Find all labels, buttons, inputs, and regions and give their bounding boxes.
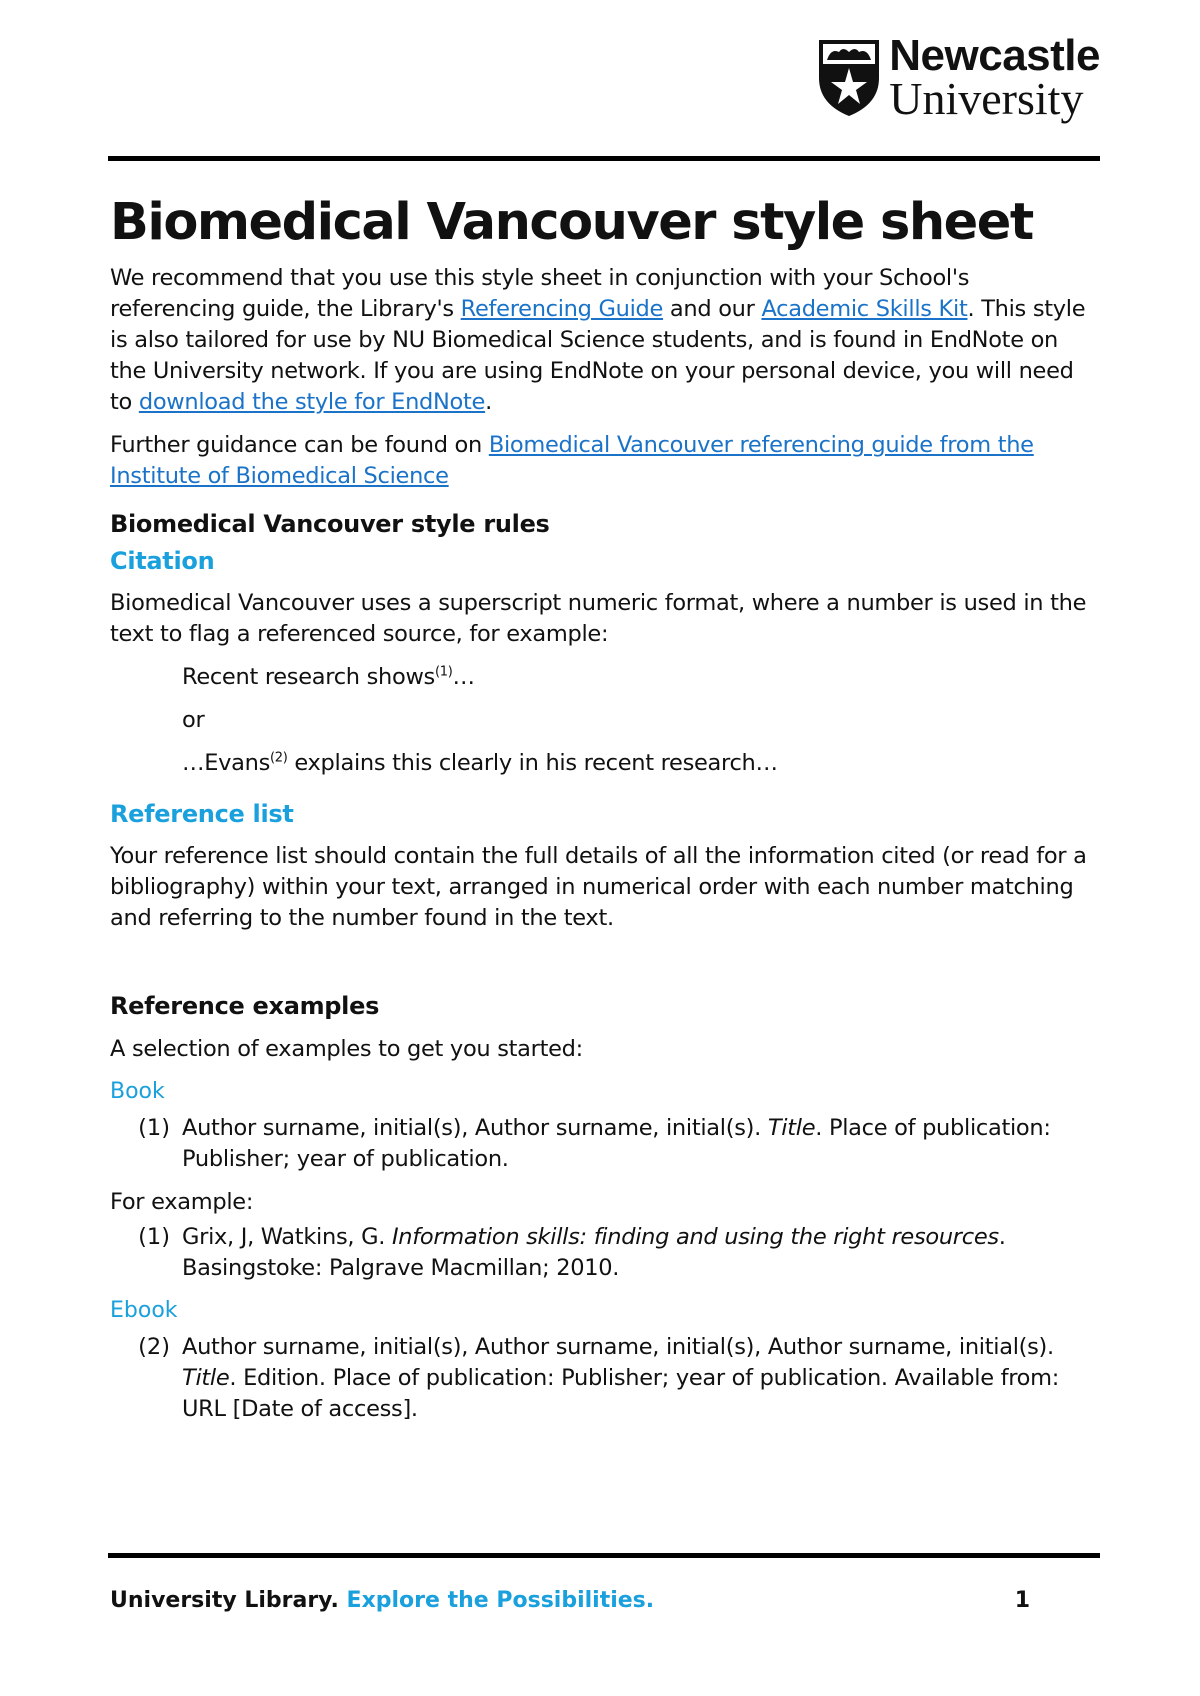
citation-example-1-text: Recent research shows: [182, 664, 435, 691]
ebook-template-item: [110, 1332, 1100, 1425]
reference-list-heading: Reference list: [110, 800, 294, 829]
citation-example-1: [182, 662, 1100, 693]
ebook-template-title: Title: [182, 1365, 230, 1392]
ebook-template-text: [182, 1332, 1100, 1425]
book-example-text: [182, 1222, 1100, 1284]
citation-example-2-tail: explains this clearly in his recent research…: [287, 750, 778, 777]
book-template-pre: Author surname, initial(s), Author surname, initial(s).: [182, 1115, 768, 1142]
page-title: Biomedical Vancouver style sheet: [110, 193, 1033, 252]
download-style-link[interactable]: download the style for EndNote: [138, 389, 486, 416]
further-guidance-paragraph: [110, 430, 1100, 492]
book-template-number: (1): [138, 1115, 170, 1142]
section-spacer: [110, 934, 1100, 974]
book-template-text: [182, 1113, 1100, 1175]
intro-text-1: We recommend that you use this style sheet in conjunction with your School's referencing guide, the Library's: [110, 265, 970, 323]
ebook-heading: Ebook: [110, 1298, 178, 1324]
book-example-title: Information skills: finding and using the right resources: [391, 1224, 999, 1251]
footer-library-label: University Library.: [110, 1588, 339, 1613]
book-example-item: [110, 1222, 1100, 1284]
ebook-template-post: . Edition. Place of publication: Publisher; year of publication. Available from: URL [Date of access].: [182, 1365, 1060, 1423]
citation-heading: Citation: [110, 547, 215, 576]
header-divider: [108, 156, 1100, 161]
for-example-label: For example:: [110, 1189, 254, 1216]
citation-example-1-tail: …: [452, 664, 475, 691]
footer-tagline: [110, 1588, 654, 1613]
book-template-post: . Place of publication: Publisher; year of publication.: [182, 1115, 1051, 1173]
book-template-title: Title: [767, 1115, 816, 1142]
logo-wordmark-line1: Newcastle: [889, 31, 1100, 80]
book-heading: Book: [110, 1079, 165, 1105]
intro-text-2: and our: [663, 296, 762, 323]
intro-text-3: . This style is also tailored for use by NU Biomedical Science students, and is found in EndNote on the University network. If you are using EndNote on your personal device, you will need to: [110, 296, 1086, 416]
reference-examples-heading: Reference examples: [110, 992, 380, 1021]
citation-example-2-pre: …Evans: [182, 750, 271, 777]
book-example-post: . Basingstoke: Palgrave Macmillan; 2010.: [182, 1224, 1006, 1282]
intro-text-4: .: [485, 389, 492, 416]
reference-examples-intro: A selection of examples to get you started:: [110, 1036, 583, 1063]
citation-or: or: [182, 707, 205, 734]
citation-example-1-superscript: (1): [434, 664, 453, 680]
document-body: [110, 192, 1100, 1425]
book-template-item: [110, 1113, 1100, 1175]
further-text: Further guidance can be found on: [110, 432, 489, 459]
footer-divider: [108, 1553, 1100, 1558]
page-footer: [110, 1588, 1030, 1613]
page-number: 1: [1014, 1588, 1030, 1613]
citation-body: Biomedical Vancouver uses a superscript numeric format, where a number is used in the text to flag a referenced source, for example:: [110, 590, 1087, 648]
ibms-guide-link[interactable]: Biomedical Vancouver referencing guide from the Institute of Biomedical Science: [110, 432, 1034, 490]
footer-slogan: Explore the Possibilities.: [346, 1588, 655, 1613]
ebook-template-number: (2): [138, 1334, 170, 1361]
citation-example-2: [182, 748, 1100, 779]
university-logo: [817, 31, 1100, 124]
rules-heading: Biomedical Vancouver style rules: [110, 510, 550, 539]
citation-example-2-superscript: (2): [270, 750, 288, 766]
shield-crest-icon: [817, 38, 881, 118]
referencing-guide-link[interactable]: Referencing Guide: [460, 296, 664, 323]
academic-skills-kit-link[interactable]: Academic Skills Kit: [761, 296, 968, 323]
book-example-number: (1): [138, 1224, 170, 1251]
intro-paragraph: [110, 263, 1100, 418]
reference-list-body: Your reference list should contain the full details of all the information cited (or read for a bibliography) within your text, arranged in numerical order with each number matching and referring to the number found in the text.: [110, 843, 1087, 932]
logo-wordmark-line2: University: [889, 73, 1084, 124]
book-example-pre: Grix, J, Watkins, G.: [182, 1224, 392, 1251]
ebook-template-pre: Author surname, initial(s), Author surname, initial(s), Author surname, initial(s).: [182, 1334, 1054, 1361]
